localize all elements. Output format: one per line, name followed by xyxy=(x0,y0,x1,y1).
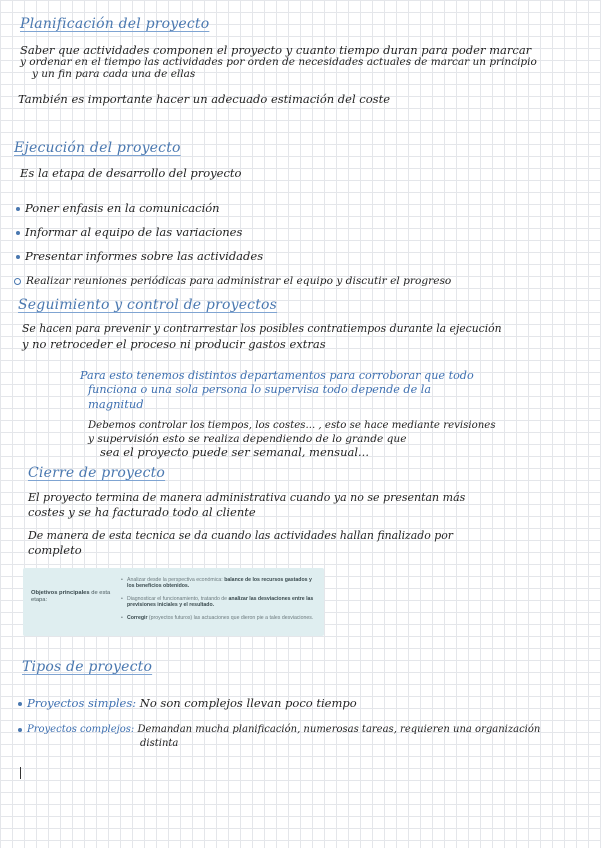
text-line: Se hacen para prevenir y contrarrestar los posibles contratiempos durante la ejecución xyxy=(22,322,502,335)
list-item: Proyectos simples: No son complejos llevan poco tiempo xyxy=(18,696,357,710)
paragraph-planificacion-2: También es importante hacer un adecuado estimación del coste xyxy=(18,92,391,106)
text-line: y no retroceder el proceso ni producir gastos extras xyxy=(22,337,326,351)
objective-item: • Corregir (proyectos futuros) las actuaciones que dieron pie a tales desviaciones. xyxy=(127,615,317,621)
bullet-icon xyxy=(18,728,22,732)
bullet-icon xyxy=(16,231,20,235)
text-cursor xyxy=(20,767,21,779)
text-line: completo xyxy=(28,543,82,557)
text-line: sea el proyecto puede ser semanal, mensual... xyxy=(100,445,369,459)
text-line: Debemos controlar los tiempos, los costes... , esto se hace mediante revisiones xyxy=(88,420,496,431)
list-item: Poner enfasis en la comunicación xyxy=(16,201,220,215)
list-item: Presentar informes sobre las actividades xyxy=(16,249,263,263)
bullet-icon xyxy=(16,207,20,211)
list-item: Proyectos complejos: Demandan mucha planificación, numerosas tareas, requieren una organización xyxy=(18,724,540,735)
ejecucion-intro: Es la etapa de desarrollo del proyecto xyxy=(20,166,242,180)
section-title-ejecucion: Ejecución del proyecto xyxy=(14,140,181,156)
objectives-label: Objetivos principales de esta etapa: xyxy=(31,590,111,603)
list-item-continuation: distinta xyxy=(140,738,179,749)
bullet-icon xyxy=(18,702,22,706)
paragraph-cierre-1 xyxy=(28,492,465,518)
paragraph-seguimiento-2 xyxy=(88,420,496,458)
paragraph-seguimiento-1 xyxy=(22,323,502,350)
text-line: costes y se ha facturado todo al cliente xyxy=(28,505,256,519)
section-title-cierre: Cierre de proyecto xyxy=(28,465,166,481)
text-line: y supervisión esto se realiza dependiendo de lo grande que xyxy=(88,433,407,445)
text-line: y un fin para cada una de ellas xyxy=(32,68,196,80)
objective-item: • Analizar desde la perspectiva económica: balance de los recursos gastados y los beneficios obtenidos. xyxy=(127,577,317,590)
bullet-icon xyxy=(14,278,21,285)
text-line: y ordenar en el tiempo las actividades por orden de necesidades actuales de marcar un principio xyxy=(20,56,537,68)
text-line: Saber que actividades componen el proyecto y cuanto tiempo duran para poder marcar xyxy=(20,43,532,57)
section-title-seguimiento: Seguimiento y control de proyectos xyxy=(18,297,278,313)
text-line: El proyecto termina de manera administrativa cuando ya no se presentan más xyxy=(28,491,466,504)
objectives-box xyxy=(23,568,324,636)
text-line: funciona o una sola persona lo supervisa todo depende de la xyxy=(88,383,431,396)
list-item: Realizar reuniones periódicas para administrar el equipo y discutir el progreso xyxy=(14,275,451,287)
list-item: Informar al equipo de las variaciones xyxy=(16,225,242,239)
text-line: Para esto tenemos distintos departamentos para corroborar que todo xyxy=(80,369,474,382)
paragraph-cierre-2 xyxy=(28,530,453,556)
section-title-tipos: Tipos de proyecto xyxy=(22,659,153,675)
text-line: magnitud xyxy=(88,397,144,411)
section-title-planificacion: Planificación del proyecto xyxy=(20,16,210,32)
note-seguimiento xyxy=(80,370,474,410)
bullet-icon xyxy=(16,255,20,259)
text-line: De manera de esta tecnica se da cuando las actividades hallan finalizado por xyxy=(28,529,454,542)
paragraph-planificacion-1 xyxy=(20,44,537,80)
objective-item: • Diagnosticar el funcionamiento, tratando de analizar las desviaciones entre las previsiones iniciales y el resultado. xyxy=(127,596,317,609)
